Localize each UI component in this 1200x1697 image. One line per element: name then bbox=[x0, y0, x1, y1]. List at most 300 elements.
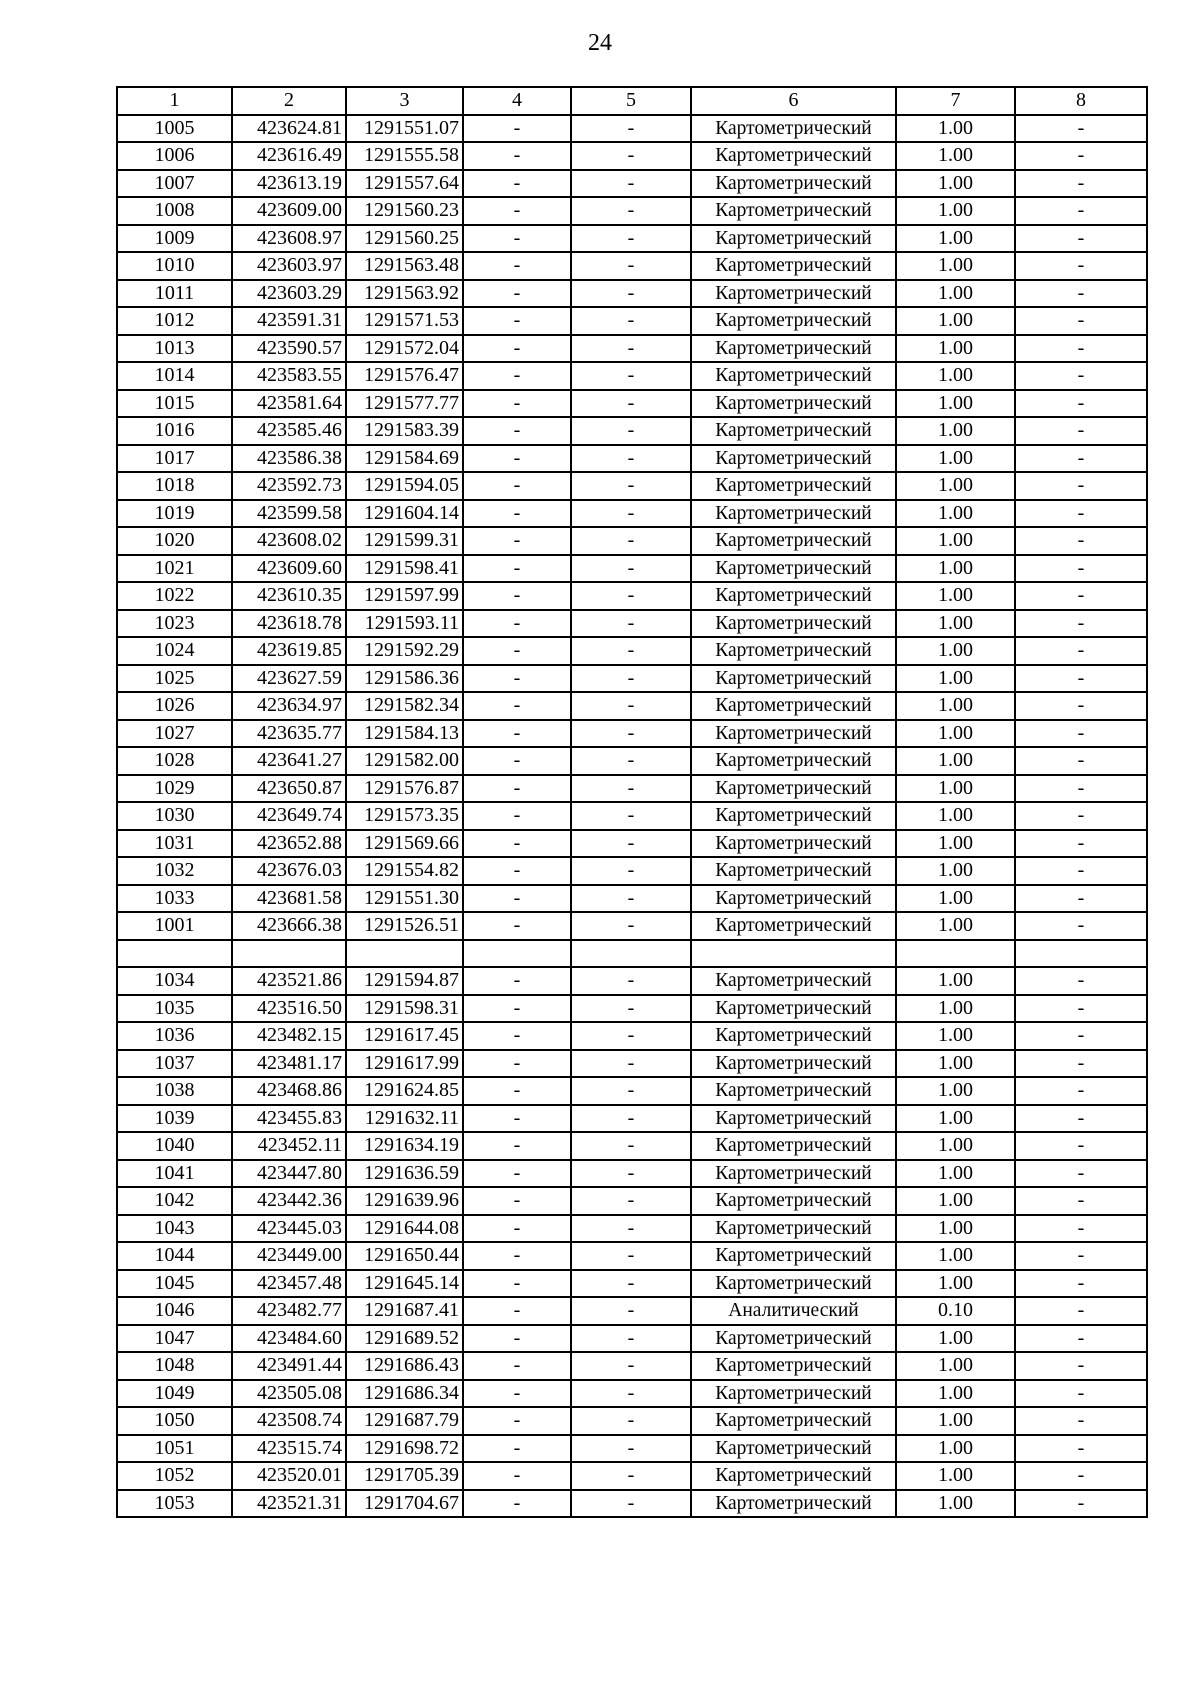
col4-cell: - bbox=[463, 802, 571, 830]
y-coordinate-cell: 1291577.77 bbox=[346, 390, 463, 418]
y-coordinate-cell: 1291555.58 bbox=[346, 142, 463, 170]
col5-cell: - bbox=[571, 362, 691, 390]
table-row bbox=[117, 1187, 1147, 1215]
point-number-cell: 1014 bbox=[117, 362, 232, 390]
table-row bbox=[117, 1105, 1147, 1133]
accuracy-cell: 1.00 bbox=[896, 1132, 1015, 1160]
col8-cell bbox=[1015, 940, 1147, 968]
method-cell: Картометрический bbox=[691, 665, 896, 693]
method-cell: Картометрический bbox=[691, 775, 896, 803]
table-row bbox=[117, 1132, 1147, 1160]
col5-cell: - bbox=[571, 610, 691, 638]
accuracy-cell: 1.00 bbox=[896, 1435, 1015, 1463]
accuracy-cell: 1.00 bbox=[896, 142, 1015, 170]
col4-cell bbox=[463, 940, 571, 968]
col5-cell: - bbox=[571, 747, 691, 775]
col8-cell: - bbox=[1015, 252, 1147, 280]
method-cell: Картометрический bbox=[691, 1050, 896, 1078]
col4-cell: - bbox=[463, 775, 571, 803]
accuracy-cell: 1.00 bbox=[896, 885, 1015, 913]
method-cell: Картометрический bbox=[691, 885, 896, 913]
y-coordinate-cell: 1291617.99 bbox=[346, 1050, 463, 1078]
method-cell: Картометрический bbox=[691, 1462, 896, 1490]
table-row bbox=[117, 885, 1147, 913]
y-coordinate-cell: 1291704.67 bbox=[346, 1490, 463, 1518]
point-number-cell: 1053 bbox=[117, 1490, 232, 1518]
col5-cell: - bbox=[571, 1352, 691, 1380]
y-coordinate-cell: 1291617.45 bbox=[346, 1022, 463, 1050]
col5-cell: - bbox=[571, 252, 691, 280]
col4-cell: - bbox=[463, 1215, 571, 1243]
col5-cell: - bbox=[571, 775, 691, 803]
col4-cell: - bbox=[463, 472, 571, 500]
col4-cell: - bbox=[463, 527, 571, 555]
col5-cell: - bbox=[571, 1077, 691, 1105]
col8-cell: - bbox=[1015, 1435, 1147, 1463]
accuracy-cell: 1.00 bbox=[896, 115, 1015, 143]
x-coordinate-cell: 423515.74 bbox=[232, 1435, 346, 1463]
accuracy-cell: 1.00 bbox=[896, 280, 1015, 308]
col8-cell: - bbox=[1015, 1077, 1147, 1105]
accuracy-cell: 1.00 bbox=[896, 802, 1015, 830]
col8-cell: - bbox=[1015, 1050, 1147, 1078]
table-row bbox=[117, 1297, 1147, 1325]
y-coordinate-cell: 1291636.59 bbox=[346, 1160, 463, 1188]
table-row bbox=[117, 1050, 1147, 1078]
table-row bbox=[117, 1462, 1147, 1490]
point-number-cell: 1007 bbox=[117, 170, 232, 198]
col8-cell: - bbox=[1015, 197, 1147, 225]
col5-cell: - bbox=[571, 417, 691, 445]
col5-cell: - bbox=[571, 1297, 691, 1325]
col8-cell: - bbox=[1015, 775, 1147, 803]
col8-cell: - bbox=[1015, 472, 1147, 500]
point-number-cell: 1018 bbox=[117, 472, 232, 500]
col4-cell: - bbox=[463, 1160, 571, 1188]
col4-cell: - bbox=[463, 500, 571, 528]
col8-cell: - bbox=[1015, 1297, 1147, 1325]
accuracy-cell: 1.00 bbox=[896, 1407, 1015, 1435]
col8-cell: - bbox=[1015, 307, 1147, 335]
y-coordinate-cell: 1291554.82 bbox=[346, 857, 463, 885]
y-coordinate-cell: 1291594.05 bbox=[346, 472, 463, 500]
x-coordinate-cell: 423635.77 bbox=[232, 720, 346, 748]
accuracy-cell: 1.00 bbox=[896, 1022, 1015, 1050]
col5-cell: - bbox=[571, 142, 691, 170]
method-cell: Картометрический bbox=[691, 1407, 896, 1435]
method-cell: Картометрический bbox=[691, 1380, 896, 1408]
point-number-cell: 1021 bbox=[117, 555, 232, 583]
col4-cell: - bbox=[463, 197, 571, 225]
col4-cell: - bbox=[463, 857, 571, 885]
col8-cell: - bbox=[1015, 142, 1147, 170]
method-cell: Картометрический bbox=[691, 1435, 896, 1463]
method-cell: Картометрический bbox=[691, 472, 896, 500]
y-coordinate-cell: 1291686.34 bbox=[346, 1380, 463, 1408]
method-cell: Картометрический bbox=[691, 197, 896, 225]
y-coordinate-cell: 1291571.53 bbox=[346, 307, 463, 335]
col8-cell: - bbox=[1015, 1022, 1147, 1050]
table-row bbox=[117, 1490, 1147, 1518]
y-coordinate-cell: 1291572.04 bbox=[346, 335, 463, 363]
x-coordinate-cell: 423505.08 bbox=[232, 1380, 346, 1408]
col4-cell: - bbox=[463, 1105, 571, 1133]
point-number-cell: 1025 bbox=[117, 665, 232, 693]
x-coordinate-cell: 423650.87 bbox=[232, 775, 346, 803]
table-row bbox=[117, 115, 1147, 143]
table-row bbox=[117, 637, 1147, 665]
col4-cell: - bbox=[463, 1462, 571, 1490]
point-number-cell: 1026 bbox=[117, 692, 232, 720]
col8-cell: - bbox=[1015, 665, 1147, 693]
col5-cell: - bbox=[571, 1242, 691, 1270]
col5-cell: - bbox=[571, 445, 691, 473]
point-number-cell: 1039 bbox=[117, 1105, 232, 1133]
header-cell: 1 bbox=[117, 87, 232, 115]
x-coordinate-cell: 423482.77 bbox=[232, 1297, 346, 1325]
point-number-cell: 1010 bbox=[117, 252, 232, 280]
method-cell: Аналитический bbox=[691, 1297, 896, 1325]
col4-cell: - bbox=[463, 1325, 571, 1353]
col5-cell: - bbox=[571, 802, 691, 830]
point-number-cell: 1048 bbox=[117, 1352, 232, 1380]
method-cell: Картометрический bbox=[691, 995, 896, 1023]
col4-cell: - bbox=[463, 142, 571, 170]
table-row bbox=[117, 1352, 1147, 1380]
x-coordinate-cell: 423452.11 bbox=[232, 1132, 346, 1160]
col8-cell: - bbox=[1015, 417, 1147, 445]
accuracy-cell: 1.00 bbox=[896, 1187, 1015, 1215]
x-coordinate-cell: 423619.85 bbox=[232, 637, 346, 665]
accuracy-cell: 1.00 bbox=[896, 252, 1015, 280]
col8-cell: - bbox=[1015, 1160, 1147, 1188]
col8-cell: - bbox=[1015, 802, 1147, 830]
point-number-cell: 1017 bbox=[117, 445, 232, 473]
method-cell: Картометрический bbox=[691, 912, 896, 940]
col8-cell: - bbox=[1015, 637, 1147, 665]
header-cell: 8 bbox=[1015, 87, 1147, 115]
header-cell: 7 bbox=[896, 87, 1015, 115]
col5-cell: - bbox=[571, 1380, 691, 1408]
accuracy-cell: 1.00 bbox=[896, 775, 1015, 803]
point-number-cell: 1033 bbox=[117, 885, 232, 913]
x-coordinate-cell: 423445.03 bbox=[232, 1215, 346, 1243]
y-coordinate-cell: 1291594.87 bbox=[346, 967, 463, 995]
col8-cell: - bbox=[1015, 1215, 1147, 1243]
col5-cell: - bbox=[571, 1270, 691, 1298]
accuracy-cell: 1.00 bbox=[896, 637, 1015, 665]
col5-cell: - bbox=[571, 1132, 691, 1160]
y-coordinate-cell: 1291569.66 bbox=[346, 830, 463, 858]
y-coordinate-cell: 1291551.07 bbox=[346, 115, 463, 143]
header-cell: 5 bbox=[571, 87, 691, 115]
point-number-cell: 1015 bbox=[117, 390, 232, 418]
x-coordinate-cell: 423603.97 bbox=[232, 252, 346, 280]
y-coordinate-cell: 1291593.11 bbox=[346, 610, 463, 638]
table-row bbox=[117, 472, 1147, 500]
x-coordinate-cell: 423521.31 bbox=[232, 1490, 346, 1518]
col4-cell: - bbox=[463, 335, 571, 363]
x-coordinate-cell: 423581.64 bbox=[232, 390, 346, 418]
point-number-cell: 1047 bbox=[117, 1325, 232, 1353]
point-number-cell: 1046 bbox=[117, 1297, 232, 1325]
col8-cell: - bbox=[1015, 335, 1147, 363]
x-coordinate-cell: 423599.58 bbox=[232, 500, 346, 528]
x-coordinate-cell: 423609.00 bbox=[232, 197, 346, 225]
table-row bbox=[117, 747, 1147, 775]
table-row bbox=[117, 280, 1147, 308]
point-number-cell: 1052 bbox=[117, 1462, 232, 1490]
x-coordinate-cell: 423491.44 bbox=[232, 1352, 346, 1380]
x-coordinate-cell: 423652.88 bbox=[232, 830, 346, 858]
point-number-cell: 1011 bbox=[117, 280, 232, 308]
col5-cell: - bbox=[571, 472, 691, 500]
method-cell: Картометрический bbox=[691, 390, 896, 418]
y-coordinate-cell: 1291644.08 bbox=[346, 1215, 463, 1243]
x-coordinate-cell: 423591.31 bbox=[232, 307, 346, 335]
accuracy-cell: 1.00 bbox=[896, 445, 1015, 473]
col5-cell: - bbox=[571, 1022, 691, 1050]
col8-cell: - bbox=[1015, 1325, 1147, 1353]
col4-cell: - bbox=[463, 1352, 571, 1380]
method-cell: Картометрический bbox=[691, 445, 896, 473]
table-body bbox=[117, 115, 1147, 1518]
method-cell: Картометрический bbox=[691, 1132, 896, 1160]
col4-cell: - bbox=[463, 115, 571, 143]
method-cell: Картометрический bbox=[691, 225, 896, 253]
method-cell: Картометрический bbox=[691, 307, 896, 335]
table-row bbox=[117, 582, 1147, 610]
col4-cell: - bbox=[463, 610, 571, 638]
accuracy-cell: 1.00 bbox=[896, 1270, 1015, 1298]
method-cell: Картометрический bbox=[691, 1325, 896, 1353]
col5-cell: - bbox=[571, 1105, 691, 1133]
accuracy-cell: 1.00 bbox=[896, 1050, 1015, 1078]
col8-cell: - bbox=[1015, 390, 1147, 418]
col4-cell: - bbox=[463, 1380, 571, 1408]
method-cell: Картометрический bbox=[691, 1105, 896, 1133]
y-coordinate-cell: 1291586.36 bbox=[346, 665, 463, 693]
point-number-cell: 1008 bbox=[117, 197, 232, 225]
point-number-cell: 1038 bbox=[117, 1077, 232, 1105]
col5-cell: - bbox=[571, 912, 691, 940]
col4-cell: - bbox=[463, 720, 571, 748]
point-number-cell: 1037 bbox=[117, 1050, 232, 1078]
method-cell: Картометрический bbox=[691, 362, 896, 390]
point-number-cell: 1005 bbox=[117, 115, 232, 143]
col5-cell: - bbox=[571, 1407, 691, 1435]
col8-cell: - bbox=[1015, 555, 1147, 583]
accuracy-cell: 1.00 bbox=[896, 830, 1015, 858]
col4-cell: - bbox=[463, 1242, 571, 1270]
y-coordinate-cell: 1291639.96 bbox=[346, 1187, 463, 1215]
col5-cell: - bbox=[571, 335, 691, 363]
x-coordinate-cell: 423613.19 bbox=[232, 170, 346, 198]
x-coordinate-cell: 423521.86 bbox=[232, 967, 346, 995]
table-row bbox=[117, 335, 1147, 363]
col4-cell: - bbox=[463, 390, 571, 418]
accuracy-cell: 1.00 bbox=[896, 1215, 1015, 1243]
method-cell: Картометрический bbox=[691, 610, 896, 638]
x-coordinate-cell bbox=[232, 940, 346, 968]
x-coordinate-cell: 423641.27 bbox=[232, 747, 346, 775]
x-coordinate-cell: 423442.36 bbox=[232, 1187, 346, 1215]
x-coordinate-cell: 423508.74 bbox=[232, 1407, 346, 1435]
table-row bbox=[117, 802, 1147, 830]
col8-cell: - bbox=[1015, 995, 1147, 1023]
col4-cell: - bbox=[463, 912, 571, 940]
point-number-cell: 1034 bbox=[117, 967, 232, 995]
accuracy-cell: 1.00 bbox=[896, 335, 1015, 363]
point-number-cell: 1036 bbox=[117, 1022, 232, 1050]
accuracy-cell: 1.00 bbox=[896, 307, 1015, 335]
method-cell: Картометрический bbox=[691, 115, 896, 143]
point-number-cell: 1032 bbox=[117, 857, 232, 885]
method-cell: Картометрический bbox=[691, 857, 896, 885]
col5-cell: - bbox=[571, 307, 691, 335]
x-coordinate-cell: 423455.83 bbox=[232, 1105, 346, 1133]
x-coordinate-cell: 423627.59 bbox=[232, 665, 346, 693]
point-number-cell: 1040 bbox=[117, 1132, 232, 1160]
point-number-cell: 1043 bbox=[117, 1215, 232, 1243]
col8-cell: - bbox=[1015, 857, 1147, 885]
col4-cell: - bbox=[463, 1050, 571, 1078]
table-row bbox=[117, 362, 1147, 390]
col5-cell: - bbox=[571, 555, 691, 583]
col4-cell: - bbox=[463, 967, 571, 995]
table-row bbox=[117, 417, 1147, 445]
y-coordinate-cell: 1291563.48 bbox=[346, 252, 463, 280]
method-cell: Картометрический bbox=[691, 720, 896, 748]
point-number-cell: 1001 bbox=[117, 912, 232, 940]
col8-cell: - bbox=[1015, 1242, 1147, 1270]
y-coordinate-cell: 1291598.41 bbox=[346, 555, 463, 583]
col5-cell: - bbox=[571, 1435, 691, 1463]
accuracy-cell: 1.00 bbox=[896, 665, 1015, 693]
method-cell: Картометрический bbox=[691, 555, 896, 583]
col4-cell: - bbox=[463, 1490, 571, 1518]
col5-cell: - bbox=[571, 170, 691, 198]
accuracy-cell: 1.00 bbox=[896, 1105, 1015, 1133]
col4-cell: - bbox=[463, 1187, 571, 1215]
accuracy-cell: 1.00 bbox=[896, 170, 1015, 198]
y-coordinate-cell: 1291573.35 bbox=[346, 802, 463, 830]
table-row bbox=[117, 1435, 1147, 1463]
accuracy-cell: 1.00 bbox=[896, 1352, 1015, 1380]
x-coordinate-cell: 423681.58 bbox=[232, 885, 346, 913]
point-number-cell: 1051 bbox=[117, 1435, 232, 1463]
col4-cell: - bbox=[463, 170, 571, 198]
table-row bbox=[117, 555, 1147, 583]
table-row bbox=[117, 1242, 1147, 1270]
method-cell: Картометрический bbox=[691, 280, 896, 308]
col8-cell: - bbox=[1015, 1352, 1147, 1380]
col5-cell: - bbox=[571, 500, 691, 528]
x-coordinate-cell: 423618.78 bbox=[232, 610, 346, 638]
col8-cell: - bbox=[1015, 1380, 1147, 1408]
header-cell: 2 bbox=[232, 87, 346, 115]
y-coordinate-cell: 1291557.64 bbox=[346, 170, 463, 198]
col4-cell: - bbox=[463, 1435, 571, 1463]
col8-cell: - bbox=[1015, 610, 1147, 638]
table-row bbox=[117, 1160, 1147, 1188]
method-cell: Картометрический bbox=[691, 830, 896, 858]
col8-cell: - bbox=[1015, 1270, 1147, 1298]
col8-cell: - bbox=[1015, 225, 1147, 253]
point-number-cell: 1041 bbox=[117, 1160, 232, 1188]
table-row bbox=[117, 445, 1147, 473]
x-coordinate-cell: 423649.74 bbox=[232, 802, 346, 830]
col5-cell: - bbox=[571, 390, 691, 418]
col4-cell: - bbox=[463, 747, 571, 775]
col8-cell: - bbox=[1015, 912, 1147, 940]
x-coordinate-cell: 423520.01 bbox=[232, 1462, 346, 1490]
table-row bbox=[117, 665, 1147, 693]
table-row bbox=[117, 830, 1147, 858]
col4-cell: - bbox=[463, 362, 571, 390]
point-number-cell: 1022 bbox=[117, 582, 232, 610]
col5-cell bbox=[571, 940, 691, 968]
accuracy-cell: 1.00 bbox=[896, 1462, 1015, 1490]
table-row bbox=[117, 995, 1147, 1023]
header-cell: 6 bbox=[691, 87, 896, 115]
col4-cell: - bbox=[463, 1022, 571, 1050]
x-coordinate-cell: 423610.35 bbox=[232, 582, 346, 610]
y-coordinate-cell: 1291687.79 bbox=[346, 1407, 463, 1435]
coordinates-table bbox=[116, 86, 1148, 1518]
col5-cell: - bbox=[571, 115, 691, 143]
accuracy-cell: 1.00 bbox=[896, 747, 1015, 775]
header-row bbox=[117, 87, 1147, 115]
accuracy-cell: 1.00 bbox=[896, 225, 1015, 253]
method-cell: Картометрический bbox=[691, 1352, 896, 1380]
method-cell: Картометрический bbox=[691, 527, 896, 555]
point-number-cell: 1024 bbox=[117, 637, 232, 665]
accuracy-cell: 1.00 bbox=[896, 995, 1015, 1023]
y-coordinate-cell: 1291584.13 bbox=[346, 720, 463, 748]
point-number-cell: 1030 bbox=[117, 802, 232, 830]
col8-cell: - bbox=[1015, 1462, 1147, 1490]
col8-cell: - bbox=[1015, 582, 1147, 610]
col8-cell: - bbox=[1015, 1407, 1147, 1435]
method-cell: Картометрический bbox=[691, 1490, 896, 1518]
accuracy-cell: 1.00 bbox=[896, 390, 1015, 418]
y-coordinate-cell: 1291576.87 bbox=[346, 775, 463, 803]
col4-cell: - bbox=[463, 885, 571, 913]
col8-cell: - bbox=[1015, 967, 1147, 995]
x-coordinate-cell: 423583.55 bbox=[232, 362, 346, 390]
col5-cell: - bbox=[571, 1160, 691, 1188]
method-cell: Картометрический bbox=[691, 1215, 896, 1243]
col5-cell: - bbox=[571, 1215, 691, 1243]
table-row bbox=[117, 1407, 1147, 1435]
x-coordinate-cell: 423586.38 bbox=[232, 445, 346, 473]
method-cell: Картометрический bbox=[691, 1242, 896, 1270]
method-cell: Картометрический bbox=[691, 417, 896, 445]
col5-cell: - bbox=[571, 1050, 691, 1078]
col4-cell: - bbox=[463, 225, 571, 253]
method-cell: Картометрический bbox=[691, 692, 896, 720]
table-row bbox=[117, 197, 1147, 225]
col4-cell: - bbox=[463, 1077, 571, 1105]
point-number-cell: 1009 bbox=[117, 225, 232, 253]
x-coordinate-cell: 423603.29 bbox=[232, 280, 346, 308]
method-cell: Картометрический bbox=[691, 335, 896, 363]
y-coordinate-cell: 1291598.31 bbox=[346, 995, 463, 1023]
point-number-cell: 1016 bbox=[117, 417, 232, 445]
col4-cell: - bbox=[463, 1270, 571, 1298]
y-coordinate-cell: 1291705.39 bbox=[346, 1462, 463, 1490]
